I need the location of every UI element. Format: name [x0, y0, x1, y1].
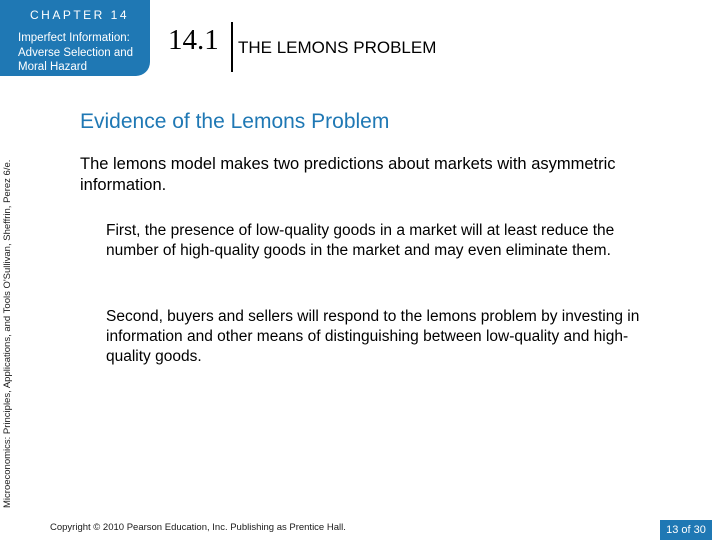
section-divider [231, 22, 233, 72]
section-title: THE LEMONS PROBLEM [238, 38, 437, 57]
chapter-banner [0, 0, 150, 76]
slide-heading: Evidence of the Lemons Problem [80, 110, 390, 133]
intro-paragraph: The lemons model makes two predictions about markets with asymmetric information. [80, 155, 616, 194]
prediction-second: Second, buyers and sellers will respond to the lemons problem by investing in information and other means of distinguishing between low-quality and high-quality goods. [106, 308, 640, 365]
copyright-footer: Copyright © 2010 Pearson Education, Inc. Publishing as Prentice Hall. [50, 522, 346, 533]
chapter-label: CHAPTER 14 [30, 8, 130, 22]
prediction-first: First, the presence of low-quality goods in a market will at least reduce the number of high-quality goods in the market and may even eliminate them. [106, 222, 615, 259]
book-citation: Microeconomics: Principles, Applications, and Tools O'Sullivan, Sheffrin, Perez 6/e. [2, 159, 13, 508]
chapter-subtitle: Imperfect Information: Adverse Selection and Moral Hazard [18, 32, 134, 73]
section-number: 14.1 [168, 24, 219, 56]
page-indicator: 13 of 30 [660, 520, 712, 540]
